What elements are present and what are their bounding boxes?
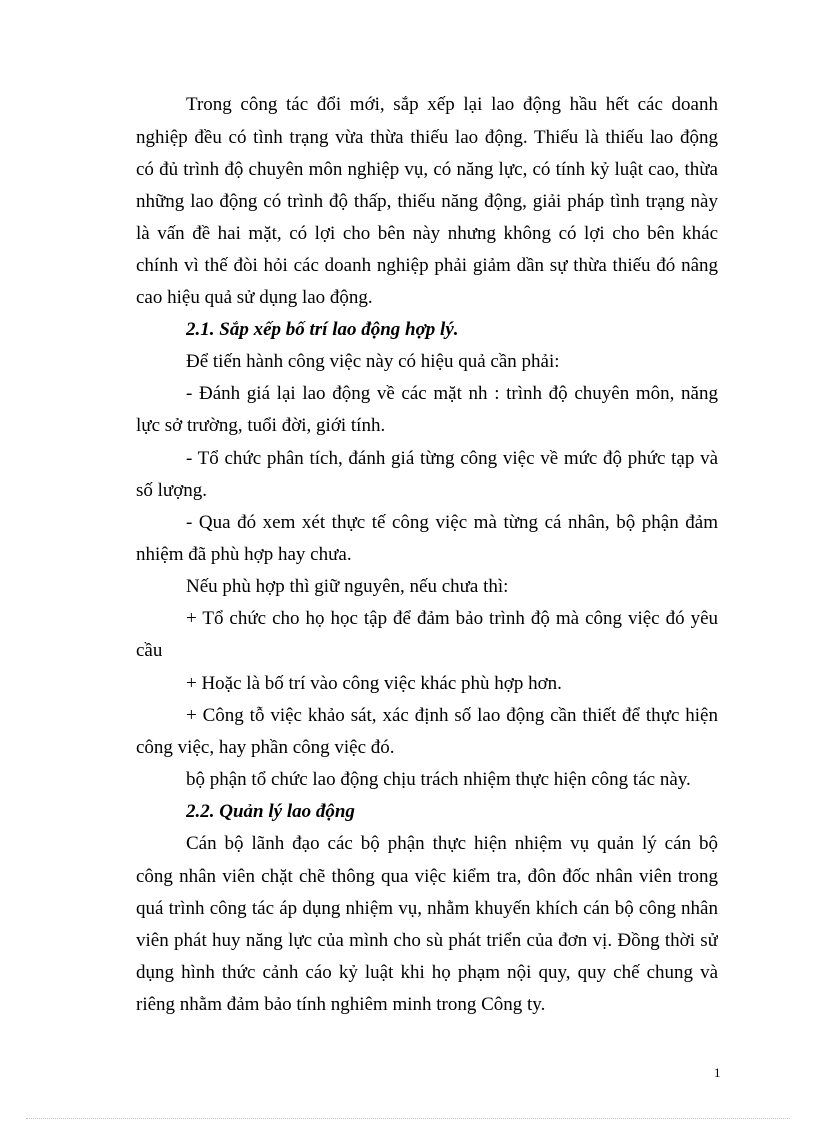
responsibility-line: bộ phận tổ chức lao động chịu trách nhiệm thực hiện công tác này. <box>186 769 691 790</box>
paragraph-2-line-6: riêng nhằm đảm bảo tính nghiêm minh trong Công ty. <box>136 994 546 1015</box>
paragraph-1-line-2: nghiệp đều có tình trạng vừa thừa thiếu lao động. Thiếu là thiếu lao động <box>136 127 718 148</box>
list-item-2-line-2: số lượng. <box>136 480 208 501</box>
paragraph-2-line-5: dụng hình thức cảnh cáo kỷ luật khi họ phạm nội quy, quy chế chung và <box>136 962 718 983</box>
list-item-1-line-1: - Đánh giá lại lao động về các mặt nh : trình độ chuyên môn, năng <box>186 383 718 404</box>
section-heading-2-1: 2.1. Sắp xếp bố trí lao động hợp lý. <box>186 319 459 340</box>
page-number: 1 <box>714 1065 721 1080</box>
paragraph-1-line-4: những lao động có trình độ thấp, thiếu năng động, giải pháp tình trạng này <box>136 191 718 212</box>
paragraph-2-line-1: Cán bộ lãnh đạo các bộ phận thực hiện nhiệm vụ quản lý cán bộ <box>186 833 718 854</box>
paragraph-1-line-1: Trong công tác đổi mới, sắp xếp lại lao động hầu hết các doanh <box>186 94 718 115</box>
plus-item-2: + Hoặc là bố trí vào công việc khác phù hợp hơn. <box>186 673 562 694</box>
paragraph-1-line-3: có đủ trình độ chuyên môn nghiệp vụ, có năng lực, có tính kỷ luật cao, thừa <box>136 159 718 180</box>
list-item-2-line-1: - Tổ chức phân tích, đánh giá từng công việc về mức độ phức tạp và <box>186 448 718 469</box>
paragraph-1-line-7: cao hiệu quả sử dụng lao động. <box>136 287 373 308</box>
condition-line: Nếu phù hợp thì giữ nguyên, nếu chưa thì: <box>186 576 509 597</box>
list-item-3-line-1: - Qua đó xem xét thực tế công việc mà từng cá nhân, bộ phận đảm <box>186 512 718 533</box>
paragraph-2-line-4: viên phát huy năng lực của mình cho sù phát triển của đơn vị. Đồng thời sử <box>136 930 718 951</box>
paragraph-1-line-5: là vấn đề hai mặt, có lợi cho bên này nhưng không có lợi cho bên khác <box>136 223 718 244</box>
section-heading-2-2: 2.2. Quản lý lao động <box>186 801 355 822</box>
paragraph-2-line-3: quá trình công tác áp dụng nhiệm vụ, nhằm khuyến khích cán bộ công nhân <box>136 898 718 919</box>
page-bottom-rule <box>26 1118 790 1119</box>
plus-item-1-line-1: + Tổ chức cho họ học tập để đảm bảo trình độ mà công việc đó yêu <box>186 608 718 629</box>
paragraph-1-line-6: chính vì thế đòi hỏi các doanh nghiệp phải giảm dần sự thừa thiếu đó nâng <box>136 255 718 276</box>
plus-item-3-line-1: + Công tỗ việc khảo sát, xác định số lao động cần thiết để thực hiện <box>186 705 718 726</box>
intro-line: Để tiến hành công việc này có hiệu quả cần phải: <box>186 351 560 372</box>
plus-item-1-line-2: cầu <box>136 640 163 661</box>
plus-item-3-line-2: công việc, hay phần công việc đó. <box>136 737 395 758</box>
list-item-1-line-2: lực sở trường, tuổi đời, giới tính. <box>136 415 386 436</box>
paragraph-2-line-2: công nhân viên chặt chẽ thông qua việc kiểm tra, đôn đốc nhân viên trong <box>136 866 718 887</box>
list-item-3-line-2: nhiệm đã phù hợp hay chưa. <box>136 544 352 565</box>
